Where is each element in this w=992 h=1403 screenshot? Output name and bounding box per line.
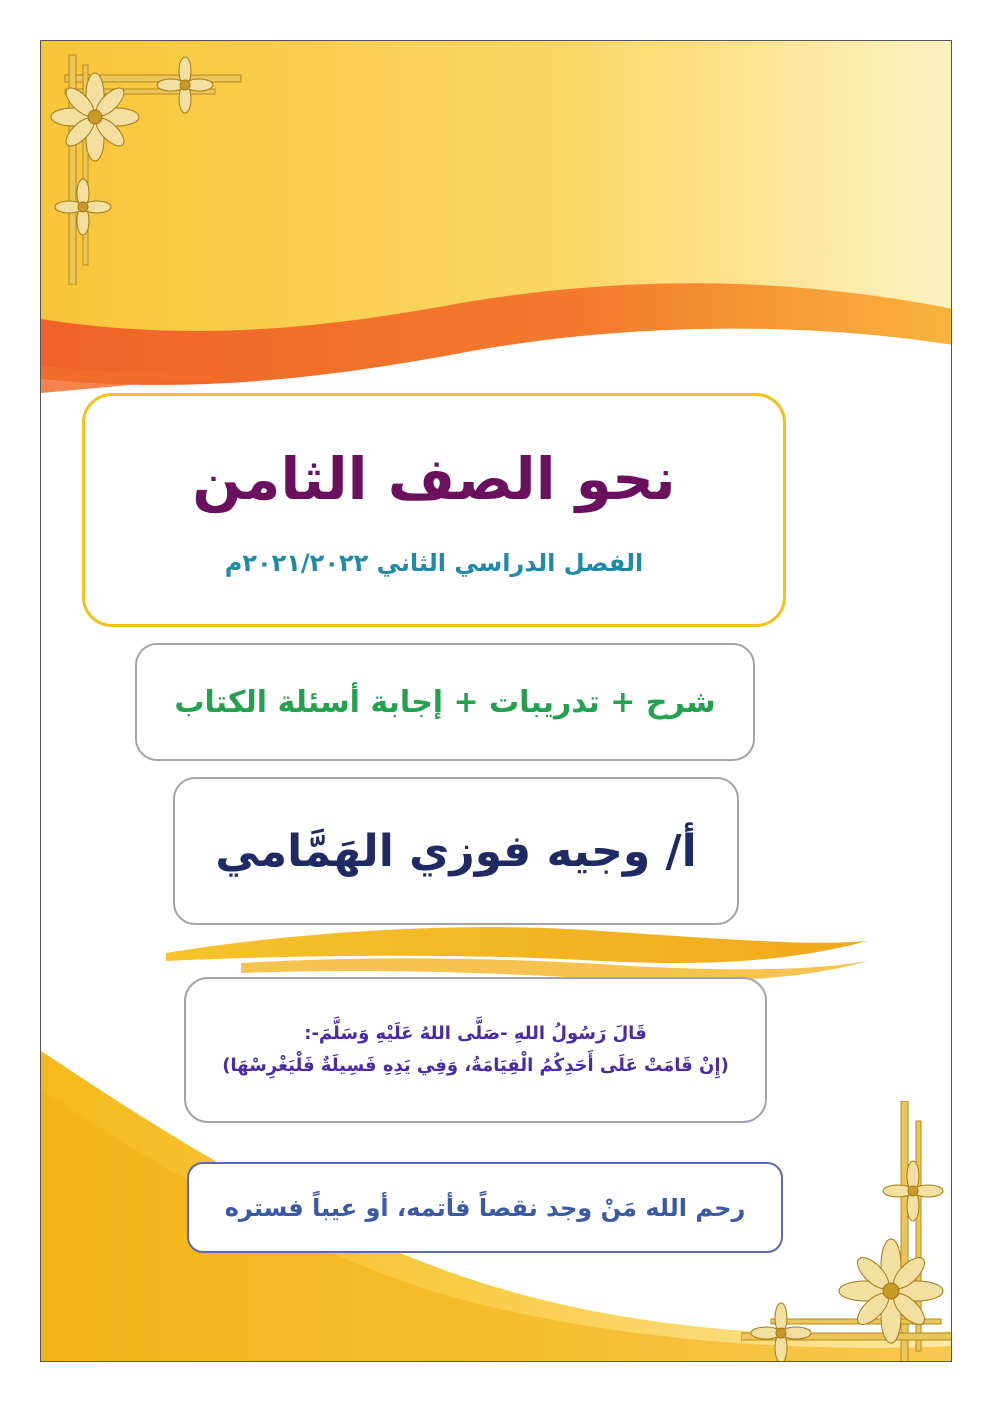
closing-box	[187, 1162, 783, 1253]
subtitle-box	[135, 643, 755, 761]
semester-label: الفصل الدراسي الثاني ٢٠٢١/٢٠٢٢م	[224, 549, 644, 577]
closing-prayer: رحم الله مَنْ وجد نقصاً فأتمه، أو عيباً فستره	[224, 1193, 746, 1222]
hadith-intro: قَالَ رَسُولُ اللهِ -صَلَّى اللهُ عَلَيْهِ وَسَلَّمَ-:	[304, 1023, 647, 1044]
author-box	[173, 777, 739, 925]
cover-page	[40, 40, 952, 1362]
page-title: نحو الصف الثامن	[192, 445, 676, 513]
golden-flower-corner-ornament-icon	[45, 45, 245, 285]
title-box	[82, 393, 786, 627]
hadith-box	[184, 977, 767, 1123]
hadith-text: (إِنْ قَامَتْ عَلَى أَحَدِكُمُ الْقِيَامَةُ، وَفِي يَدِهِ فَسِيلَةٌ فَلْيَغْرِسْهَا)	[222, 1055, 729, 1076]
subtitle: شرح + تدريبات + إجابة أسئلة الكتاب	[174, 684, 716, 720]
author-name: أ/ وجيه فوزي الهَمَّامي	[215, 825, 697, 877]
